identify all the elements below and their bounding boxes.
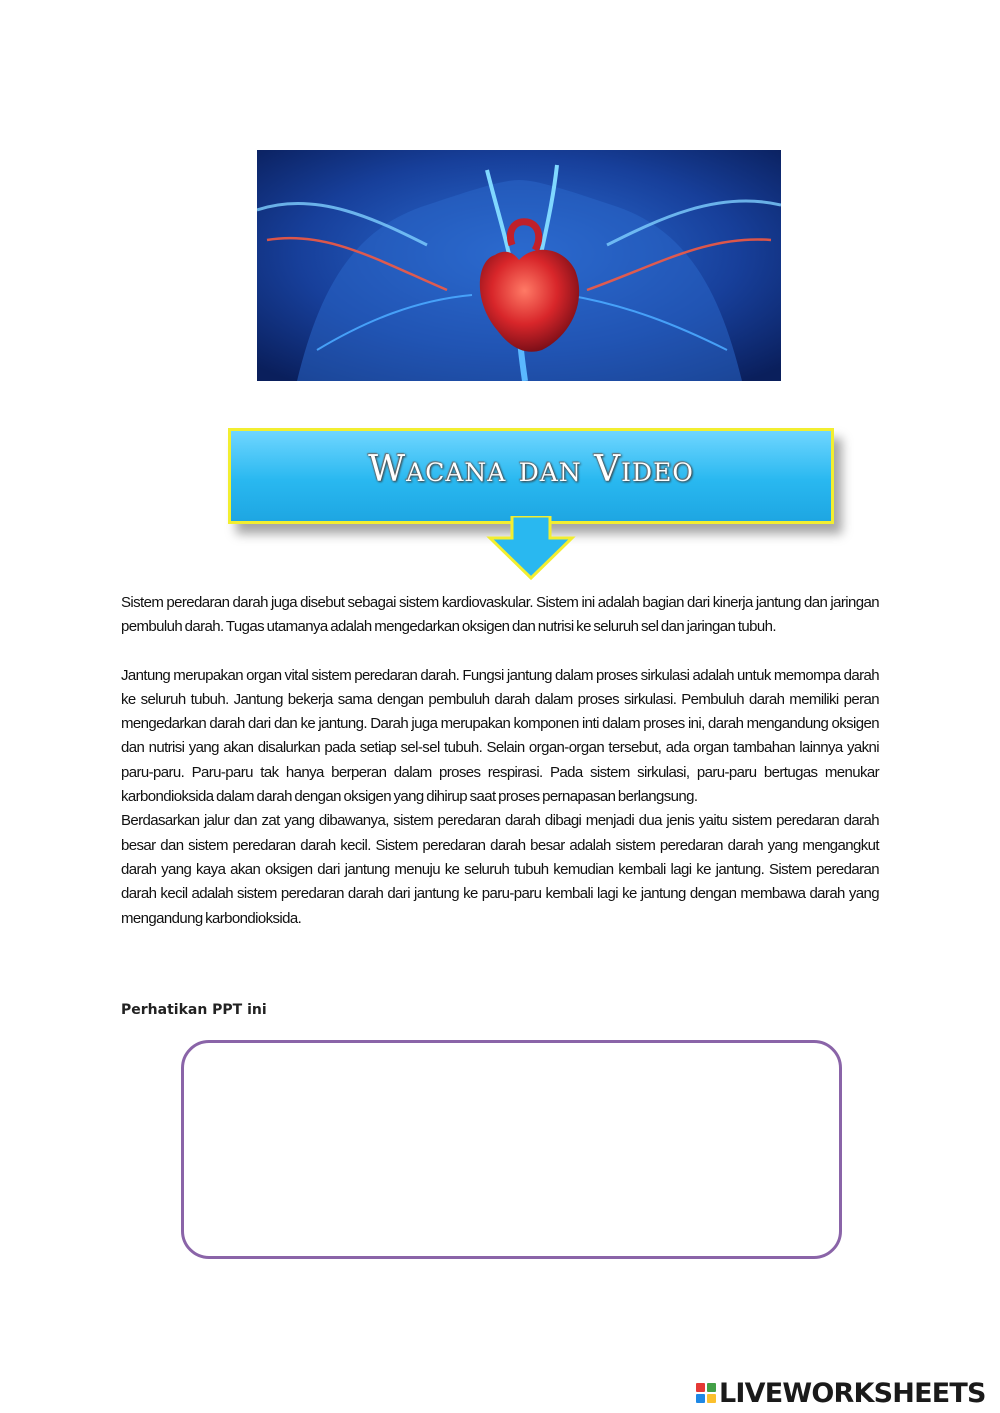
ppt-embed-box[interactable] bbox=[181, 1040, 842, 1259]
down-arrow-icon bbox=[486, 516, 576, 582]
banner-title: Wacana dan Video bbox=[368, 449, 694, 490]
banner-box bbox=[228, 428, 834, 524]
paragraph-jantung: Jantung merupakan organ vital sistem peredaran darah. Fungsi jantung dalam proses sirkulasi adalah untuk memompa darah ke seluruh tubuh. Jantung bekerja sama dengan pembuluh darah dalam proses sirkulasi. Pembuluh darah memiliki peran mengedarkan darah dari dan ke jantung. Darah juga merupakan komponen inti dalam proses ini, darah mengandung oksigen dan nutrisi yang akan disalurkan pada setiap sel-sel tubuh. Selain organ-organ tersebut, ada organ tambahan lainnya yakni paru-paru. Paru-paru tak hanya berperan dalam proses respirasi. Pada sistem sirkulasi, paru-paru bertugas menukar karbondioksida dalam darah dengan oksigen yang dihirup saat proses pernapasan berlangsung. bbox=[121, 666, 879, 806]
ppt-label: Perhatikan PPT ini bbox=[121, 1002, 267, 1018]
logo-blocks-icon bbox=[696, 1383, 716, 1403]
logo-block bbox=[696, 1383, 705, 1392]
paragraph-jenis: Berdasarkan jalur dan zat yang dibawanya, sistem peredaran darah dibagi menjadi dua jenis yaitu sistem peredaran darah besar dan sistem peredaran darah kecil. Sistem peredaran darah besar adalah sistem peredaran darah yang mengangkut darah yang kaya akan oksigen dari jantung menuju ke seluruh tubuh kemudian kembali lagi ke jantung. Sistem peredaran darah kecil adalah sistem peredaran darah dari jantung ke paru-paru kembali lagi ke jantung dengan membawa darah yang mengandung karbondioksida. bbox=[121, 812, 879, 927]
brand-name: LIVEWORKSHEETS bbox=[719, 1377, 986, 1409]
hero-image bbox=[257, 150, 781, 381]
liveworksheets-logo[interactable] bbox=[696, 1377, 986, 1409]
article-text bbox=[121, 591, 879, 931]
title-banner bbox=[220, 420, 840, 590]
logo-block bbox=[696, 1394, 705, 1403]
heart-illustration bbox=[257, 150, 781, 381]
logo-block bbox=[707, 1394, 716, 1403]
paragraph-intro: Sistem peredaran darah juga disebut sebagai sistem kardiovaskular. Sistem ini adalah bagian dari kinerja jantung dan jaringan pembuluh darah. Tugas utamanya adalah mengedarkan oksigen dan nutrisi ke seluruh sel dan jaringan tubuh. bbox=[121, 594, 879, 636]
logo-block bbox=[707, 1383, 716, 1392]
